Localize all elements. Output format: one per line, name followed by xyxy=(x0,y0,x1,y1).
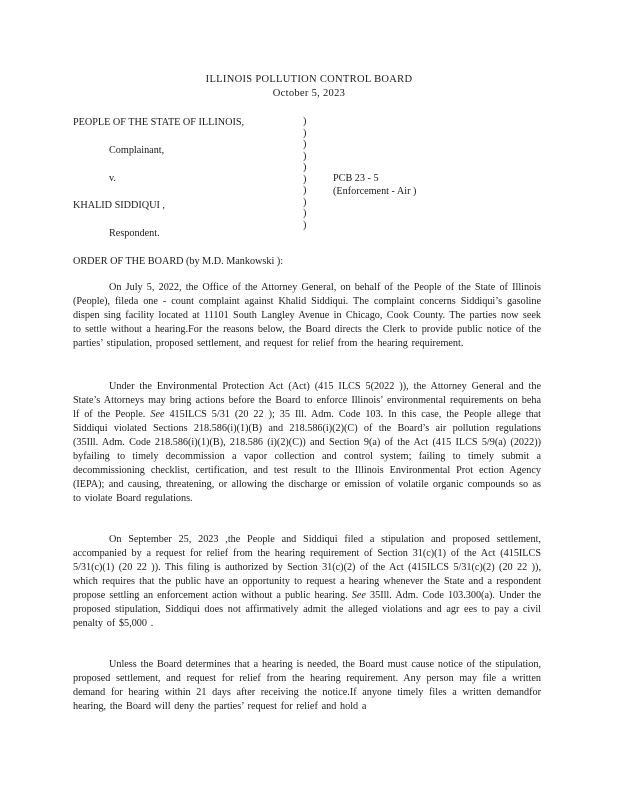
versus-label: v. xyxy=(109,173,116,184)
case-number: PCB 23 - 5 xyxy=(333,173,379,184)
complainant-label: Complainant, xyxy=(109,145,165,156)
agency-title: ILLINOIS POLLUTION CONTROL BOARD xyxy=(205,74,413,85)
paragraph-2-part-b: 415ILCS 5/31 (20 22 ); 35 Ill. Adm. Code 103. In this case, the People allege that Siddiqui violated Sections 218.586(i)(1)(B) and 218.586(i)(2)(C) of the Board’s air pollution regulations (35Ill. Adm. Code 218.586(i)(1)(B), 218.586 (i)(2)(C)) and Section 9(a) of the Act (415 ILCS 5/9(a) (2022)) byfailing to timely decommission a vapor collection and control system; failing to timely submit a decommissioning checklist, certification, and test result to the Illinois Environmental Prot ection Agency (IEPA); and causing, threatening, or allowing the discharge or emission of volatile organic compounds so as to violate Board regulations. xyxy=(73,409,542,504)
paren: ) xyxy=(303,139,307,150)
paragraph-2 xyxy=(73,380,541,506)
see-citation-signal: See xyxy=(351,590,366,601)
paren: ) xyxy=(303,173,307,185)
paragraph-2-part-a: Under the Environmental Protection Act (Act) (415 ILCS 5(2022 )), the Attorney General and the State’s Attorneys may bring actions before the Board to enforce Illinois’ environmental requirements on beha lf of the People. xyxy=(73,381,541,420)
paren: ) xyxy=(303,219,307,231)
paren: ) xyxy=(303,150,307,162)
paragraph-3 xyxy=(73,533,541,631)
defendant-name: KHALID SIDDIQUI , xyxy=(73,200,165,211)
paragraph-4: Unless the Board determines that a hearing is needed, the Board must cause notice of the stipulation, proposed settlement, and request for relief from the hearing requirement. Any person may file a written demand for hearing within 21 days after receiving the notice.If anyone timely files a written demandfor hearing, the Board will deny the parties’ request for relief and hold a xyxy=(73,659,541,712)
respondent-label: Respondent. xyxy=(109,228,160,239)
paren: ) xyxy=(303,208,307,219)
paragraph-3-part-b: 35Ill. Adm. Code 103.300(a). Under the proposed stipulation, Siddiqui does not affirmatively admit the alleged violations and agr ees to pay a civil penalty of $5,000 . xyxy=(73,590,542,629)
case-type: (Enforcement - Air ) xyxy=(333,186,417,197)
paren: ) xyxy=(303,127,307,139)
see-citation-signal: See xyxy=(150,409,165,420)
plaintiff-name: PEOPLE OF THE STATE OF ILLINOIS, xyxy=(73,117,245,128)
paragraph-3-part-a: On September 25, 2023 ,the People and Siddiqui filed a stipulation and proposed settlement, accompanied by a request for relief from the hearing requirement of Section 31(c)(1) of the Act (415ILCS 5/31(c)(1) (20 22 )). This filing is authorized by Section 31(c)(2) of the Act (415ILCS 5/31(c)(2) (20 22 )), which requires that the public have an opportunity to request a hearing whenever the State and a respondent propose settling an enforcement action without a public hearing. xyxy=(73,534,541,601)
paren: ) xyxy=(303,162,307,173)
paren: ) xyxy=(303,196,307,208)
order-date: October 5, 2023 xyxy=(272,88,346,99)
paren: ) xyxy=(303,116,307,127)
caption-parentheses xyxy=(303,116,313,231)
order-of-the-board-heading: ORDER OF THE BOARD (by M.D. Mankowski ): xyxy=(73,256,284,267)
paragraph-1: On July 5, 2022, the Office of the Attorney General, on behalf of the People of the State of Illinois (People), fileda one - count complaint against Khalid Siddiqui. The complaint concerns Siddiqui’s gasoline dispen sing facility located at 11101 South Langley Avenue in Chicago, Cook County. The parties now seek to settle without a hearing.For the reasons below, the Board directs the Clerk to provide public notice of the parties’ stipulation, proposed settlement, and request for relief from the hearing requirement. xyxy=(73,282,541,349)
paren: ) xyxy=(303,185,307,196)
